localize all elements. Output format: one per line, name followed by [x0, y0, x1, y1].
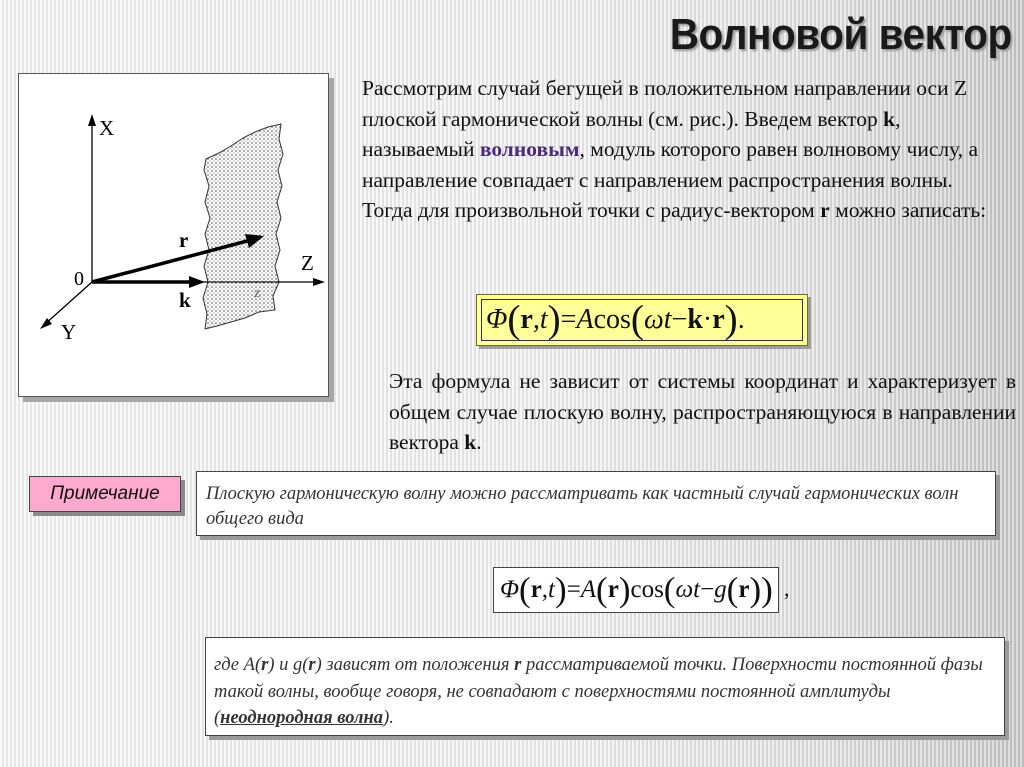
- general-wave-formula: Φ ( r ,t ) = A ( r ) cos ( ωt − g ( r ) ): [493, 567, 779, 613]
- z-axis-arrow: [313, 278, 325, 286]
- inhomogeneous-wave-term: неоднородная волна: [220, 708, 384, 728]
- wave-diagram: [18, 73, 329, 397]
- wavefront-plane: [203, 124, 283, 329]
- x-axis-arrow: [88, 114, 96, 126]
- wave-vector-keyword: волновым: [479, 137, 580, 161]
- axis-z-label: Z: [301, 251, 314, 275]
- intro-paragraph: Рассмотрим случай бегущей в положительном направлении оси Z плоской гармонической волны (см. рис.). Введем вектор k, называемый волновым, модуль которого равен волновому числу, а направление совпадает с направлением распространения волны. Тогда для произвольной точки с радиус-вектором r можно записать:: [362, 76, 987, 222]
- axis-y-label: Y: [61, 320, 77, 344]
- radius-vector-term: r: [820, 198, 830, 222]
- plane-wave-formula: Φ ( r ,t ) = A cos ( ωt − k · r ) .: [476, 294, 808, 346]
- note-text: Плоскую гармоническую волну можно рассматривать как частный случай гармонических волн общего вида: [196, 471, 996, 536]
- y-axis-line: [44, 282, 92, 325]
- wave-diagram-svg: [19, 74, 328, 396]
- formula-explanation: Эта формула не зависит от системы координат и характеризует в общем случае плоскую волну, распространяющуюся в направлении вектора k.: [389, 369, 1016, 454]
- vector-k-arrow: [189, 276, 205, 288]
- vector-r-label: r: [179, 228, 189, 252]
- plane-z-label: z: [254, 286, 261, 301]
- origin-label: 0: [74, 268, 84, 290]
- slide-title: Волновой вектор: [669, 10, 1012, 59]
- vector-k-label: k: [179, 288, 191, 312]
- amplitude-phase-note: где A(r) и g(r) зависят от положения r рассматриваемой точки. Поверхности постоянной фазы такой волны, вообще говоря, не совпадают с поверхностями постоянной амплитуды (неоднородная волна).: [205, 637, 1005, 736]
- formula2-trailing-comma: ,: [784, 576, 790, 601]
- axis-x-label: X: [99, 116, 115, 140]
- vector-k-term: k: [883, 106, 896, 131]
- note-label: Примечание: [29, 476, 181, 512]
